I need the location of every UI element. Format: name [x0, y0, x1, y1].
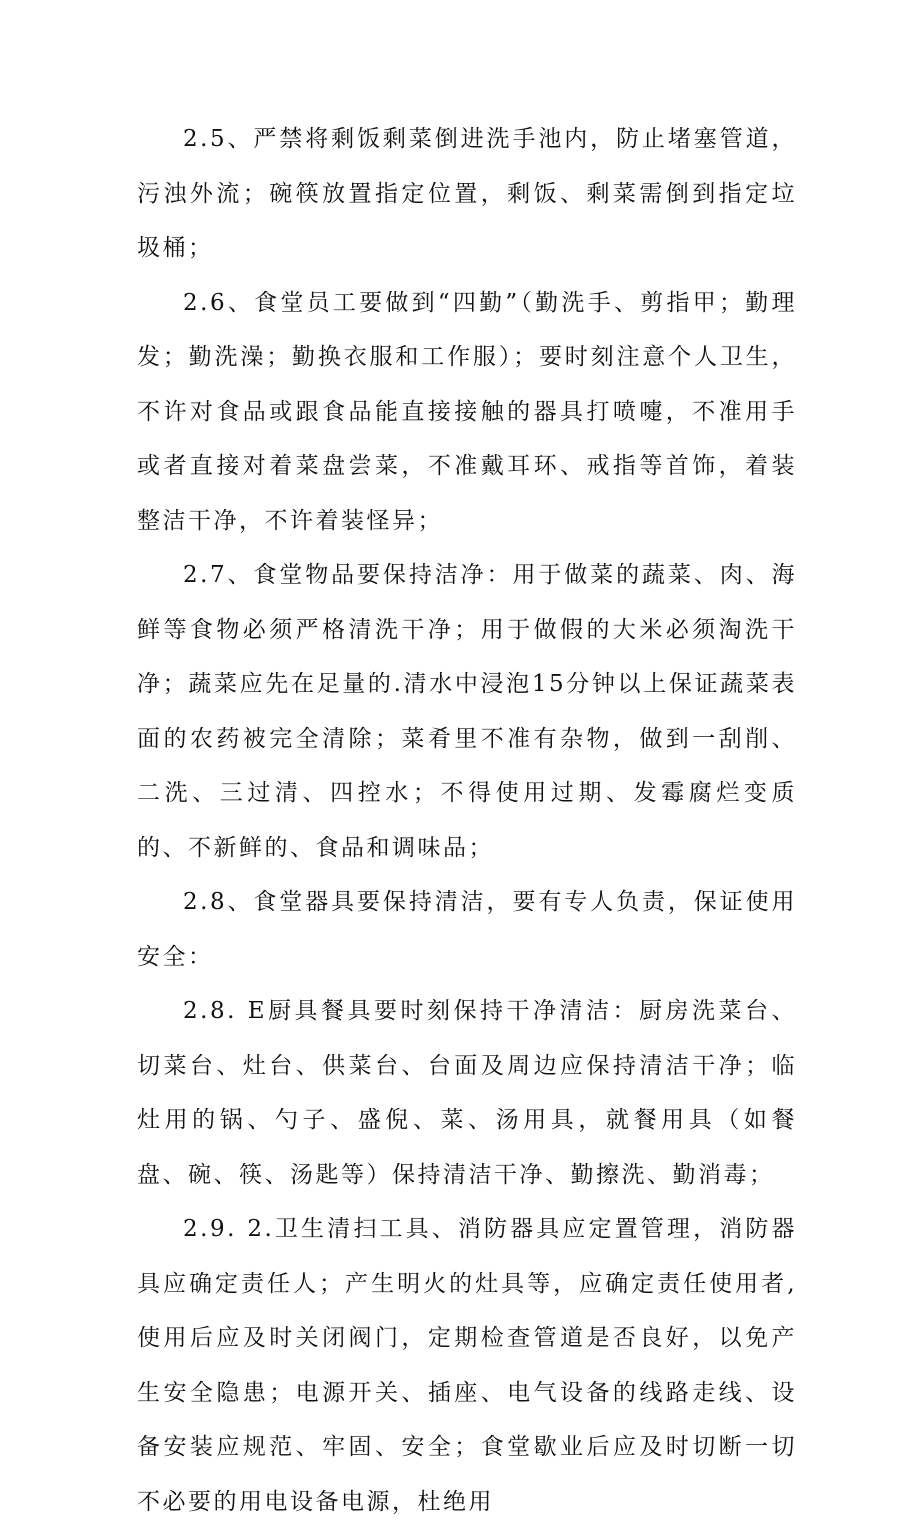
paragraph-2-7: 2.7、食堂物品要保持洁净：用于做菜的蔬菜、肉、海鲜等食物必须严格清洗干净；用于做假的大米必须淘洗干净；蔬菜应先在足量的.清水中浸泡15分钟以上保证蔬菜表面的农药被完全清除；菜肴里不准有杂物，做到一刮削、二洗、三过清、四控水；不得使用过期、发霉腐烂变质的、不新鲜的、食品和调味品；: [137, 562, 797, 861]
document-body: [137, 112, 797, 1529]
paragraph-2-8: 2.8、食堂器具要保持清洁，要有专人负责，保证使用安全：: [137, 889, 797, 970]
paragraph-2-8-e: 2.8. E厨具餐具要时刻保持干净清洁：厨房洗菜台、切菜台、灶台、供菜台、台面及周边应保持清洁干净；临灶用的锅、勺子、盛倪、菜、汤用具，就餐用具（如餐盘、碗、筷、汤匙等）保持清洁干净、勤擦洗、勤消毒；: [137, 998, 797, 1188]
paragraph-2-6: 2.6、食堂员工要做到“四勤”（勤洗手、剪指甲；勤理发；勤洗澡；勤换衣服和工作服）；要时刻注意个人卫生，不许对食品或跟食品能直接接触的器具打喷嚏，不准用手或者直接对着菜盘尝菜，不准戴耳环、戒指等首饰，着装整洁干净，不许着装怪异；: [137, 289, 797, 534]
paragraph-2-5: 2.5、严禁将剩饭剩菜倒进洗手池内，防止堵塞管道，污浊外流；碗筷放置指定位置，剩饭、剩菜需倒到指定垃圾桶；: [137, 126, 797, 261]
paragraph-2-9-2: 2.9. 2.卫生清扫工具、消防器具应定置管理，消防器具应确定责任人；产生明火的灶具等，应确定责任使用者,使用后应及时关闭阀门，定期检查管道是否良好，以免产生安全隐患；电源开关、插座、电气设备的线路走线、设备安装应规范、牢固、安全；食堂歇业后应及时切断一切不必要的用电设备电源，杜绝用: [137, 1216, 797, 1515]
